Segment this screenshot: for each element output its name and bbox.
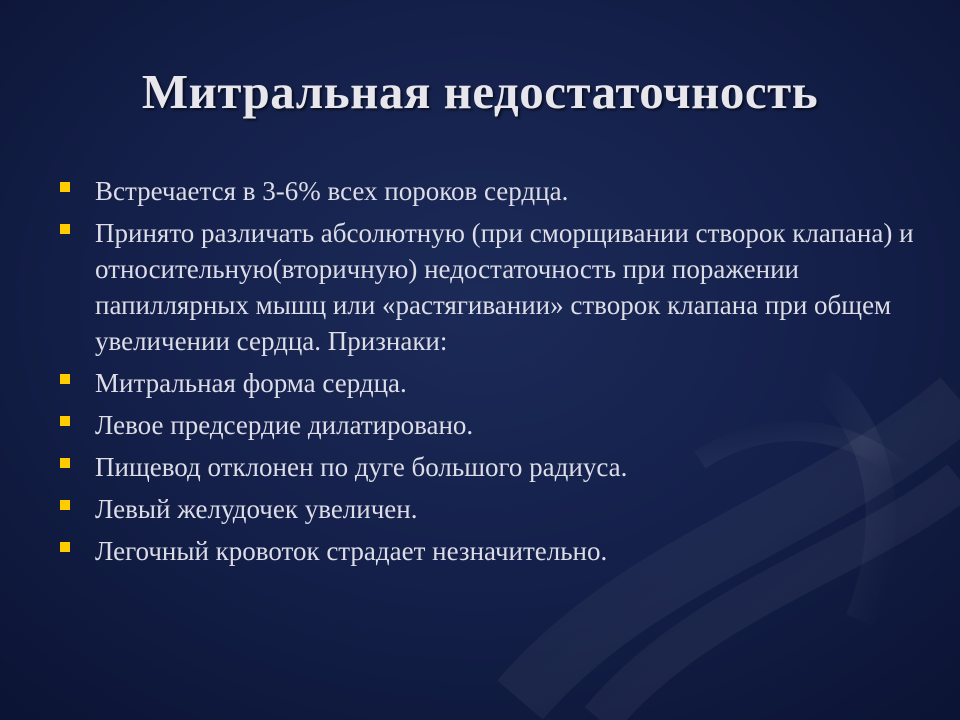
slide-title: Митральная недостаточность bbox=[141, 64, 819, 119]
bullet-text: Легочный кровоток страдает незначительно. bbox=[95, 536, 608, 566]
list-item bbox=[60, 173, 920, 209]
square-bullet-icon bbox=[60, 542, 70, 552]
bullet-text: Пищевод отклонен по дуге большого радиуса. bbox=[95, 452, 628, 482]
list-item bbox=[60, 407, 920, 443]
bullet-list bbox=[60, 173, 920, 575]
square-bullet-icon bbox=[60, 182, 70, 192]
square-bullet-icon bbox=[60, 416, 70, 426]
square-bullet-icon bbox=[60, 458, 70, 468]
square-bullet-icon bbox=[60, 374, 70, 384]
bullet-text: Встречается в 3-6% всех пороков сердца. bbox=[95, 176, 569, 206]
square-bullet-icon bbox=[60, 500, 70, 510]
list-item bbox=[60, 491, 920, 527]
bullet-text: Митральная форма сердца. bbox=[95, 368, 407, 398]
list-item bbox=[60, 215, 920, 359]
list-item bbox=[60, 533, 920, 569]
bullet-text: Принято различать абсолютную (при сморщивании створок клапана) и относительную(вторичную) недостаточность при поражении папиллярных мышц или «растягивании» створок клапана при общем увеличении сердца. Признаки: bbox=[95, 218, 914, 356]
list-item bbox=[60, 449, 920, 485]
bullet-text: Левый желудочек увеличен. bbox=[95, 494, 418, 524]
square-bullet-icon bbox=[60, 224, 70, 234]
bullet-text: Левое предсердие дилатировано. bbox=[95, 410, 474, 440]
list-item bbox=[60, 365, 920, 401]
